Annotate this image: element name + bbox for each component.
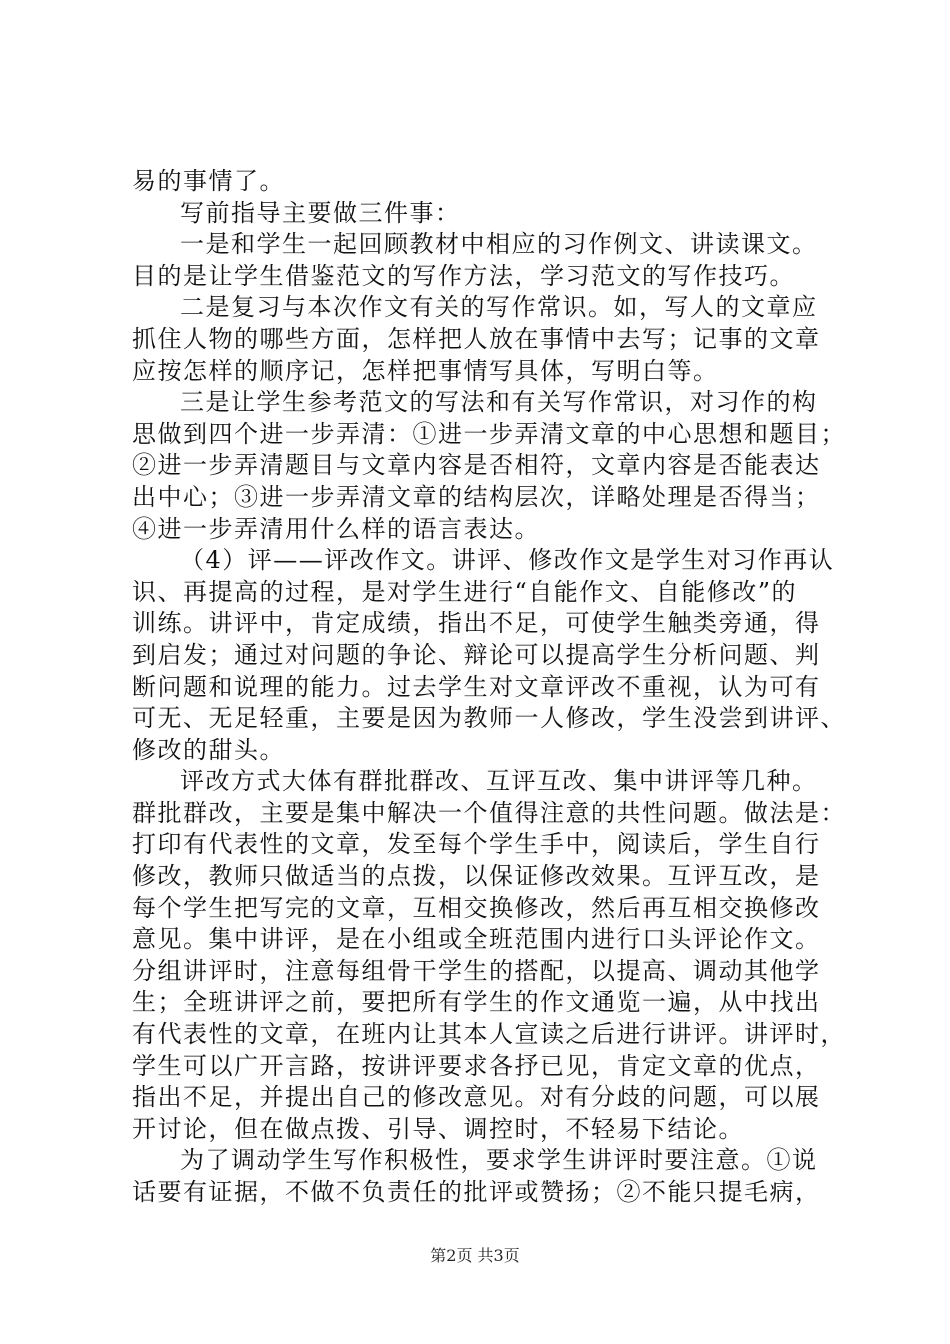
text-line: 到启发；通过对问题的争论、辩论可以提高学生分析问题、判	[132, 640, 821, 669]
text-line: 修改，教师只做适当的点拨，以保证修改效果。互评互改，是	[132, 862, 821, 891]
text-line: ④进一步弄清用什么样的语言表达。	[132, 514, 540, 543]
text-line: 训练。讲评中，肯定成绩，指出不足，可使学生触类旁通，得	[132, 609, 821, 638]
text-line: 易的事情了。	[132, 167, 285, 195]
text-line: 有代表性的文章，在班内让其本人宣读之后进行讲评。讲评时，	[132, 1020, 846, 1049]
text-line: 二是复习与本次作文有关的写作常识。如，写人的文章应	[180, 293, 818, 322]
text-line: 三是让学生参考范文的写法和有关写作常识，对习作的构	[180, 388, 818, 417]
page-number-label: 第2页 共3页	[430, 1246, 520, 1265]
text-line: 写前指导主要做三件事：	[180, 198, 461, 227]
text-line: 每个学生把写完的文章，互相交换修改，然后再互相交换修改	[132, 893, 821, 922]
text-line: 修改的甜头。	[132, 735, 285, 764]
text-line: 应按怎样的顺序记，怎样把事情写具体，写明白等。	[132, 356, 719, 385]
text-line: 识、再提高的过程，是对学生进行“自能作文、自能修改”的	[132, 577, 798, 606]
text-line: 分组讲评时，注意每组骨干学生的搭配，以提高、调动其他学	[132, 956, 821, 985]
text-line: ②进一步弄清题目与文章内容是否相符，文章内容是否能表达	[132, 451, 821, 480]
text-line: 打印有代表性的文章，发至每个学生手中，阅读后，学生自行	[132, 830, 821, 859]
text-line: 生；全班讲评之前，要把所有学生的作文通览一遍，从中找出	[132, 988, 821, 1017]
text-line: 群批群改，主要是集中解决一个值得注意的共性问题。做法是：	[132, 798, 846, 827]
text-line: （4）评——评改作文。讲评、修改作文是学生对习作再认	[180, 546, 835, 575]
text-line: 开讨论，但在做点拨、引导、调控时，不轻易下结论。	[132, 1114, 744, 1143]
text-line: 思做到四个进一步弄清：①进一步弄清文章的中心思想和题目；	[132, 419, 846, 448]
text-line: 指出不足，并提出自己的修改意见。对有分歧的问题，可以展	[132, 1083, 821, 1112]
text-line: 学生可以广开言路，按讲评要求各抒已见，肯定文章的优点，	[132, 1051, 821, 1080]
text-line: 一是和学生一起回顾教材中相应的习作例文、讲读课文。	[180, 230, 818, 259]
text-line: 评改方式大体有群批群改、互评互改、集中讲评等几种。	[180, 767, 818, 796]
text-line: 目的是让学生借鉴范文的写作方法，学习范文的写作技巧。	[132, 261, 795, 290]
text-line: 断问题和说理的能力。过去学生对文章评改不重视，认为可有	[132, 672, 821, 701]
text-line: 意见。集中讲评，是在小组或全班范围内进行口头评论作文。	[132, 925, 821, 954]
text-line: 为了调动学生写作积极性，要求学生讲评时要注意。①说	[180, 1146, 818, 1175]
document-body	[132, 166, 846, 1209]
text-line: 出中心；③进一步弄清文章的结构层次，详略处理是否得当；	[132, 482, 821, 511]
page-footer	[0, 1246, 950, 1266]
text-line: 可无、无足轻重，主要是因为教师一人修改，学生没尝到讲评、	[132, 704, 846, 733]
text-line: 抓住人物的哪些方面，怎样把人放在事情中去写；记事的文章	[132, 324, 821, 353]
text-line: 话要有证据，不做不负责任的批评或赞扬；②不能只提毛病，	[132, 1178, 821, 1206]
